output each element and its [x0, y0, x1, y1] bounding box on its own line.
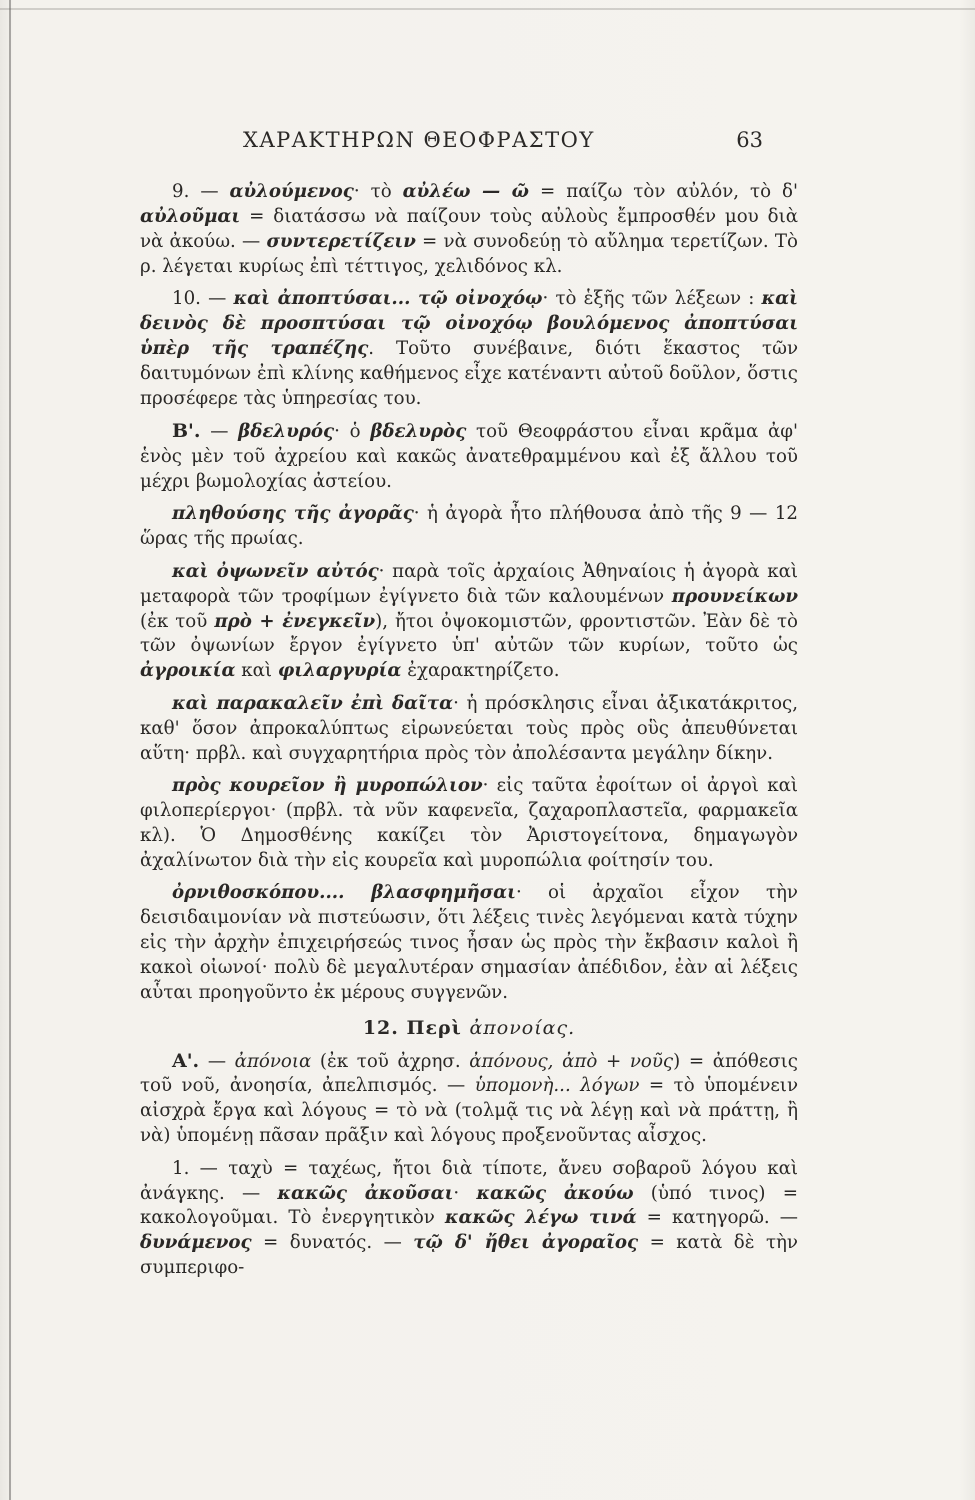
- text-run: ἐχαρακτηρίζετο.: [401, 660, 560, 682]
- lemma: ὀρνιθοσκόπου.... βλασφημῆσαι: [172, 882, 516, 904]
- lemma: αὐλέω — ῶ: [402, 181, 530, 202]
- lemma: βδελυρὸς: [370, 421, 467, 443]
- paragraph: [140, 502, 798, 552]
- text-run: · τὸ ἑξῆς τῶν λέξεων :: [542, 288, 762, 310]
- text-run: ) = ἀπόθεσις τοῦ νοῦ, ἀνοησία, ἀπελπισμός. —: [140, 1050, 798, 1097]
- text-run: (ἐκ τοῦ: [140, 610, 215, 632]
- commentary-block-after: [140, 1049, 798, 1282]
- lemma: τῷ δ' ἤθει ἀγοραῖος: [413, 1232, 639, 1254]
- lemma: κακῶς λέγω τινά: [444, 1207, 637, 1229]
- running-title: ΧΑΡΑΚΤΗΡΩΝ ΘΕΟΦΡΑΣΤΟΥ: [243, 128, 595, 152]
- paragraph: [140, 692, 798, 767]
- paragraph: [140, 774, 798, 874]
- paragraph: [140, 419, 798, 495]
- text-run: ), ἤτοι ὀψοκομιστῶν, φροντιστῶν. Ἐὰν δὲ τὸ τῶν ὀψωνίων ἔργον ἐγίγνετο ὑπ' αὐτῶν τῶν κυρίων, τοῦτο ὡς: [140, 610, 799, 657]
- paragraph-label: Β'.: [172, 420, 201, 443]
- paragraph: [140, 287, 798, 412]
- lemma: πρὸς κουρεῖον ἢ μυροπώλιον: [172, 774, 483, 796]
- lemma: αὐλοῦμαι: [140, 205, 241, 227]
- text-run: —: [199, 1050, 235, 1072]
- text-run: · παρὰ τοῖς ἀρχαίοις Ἀθηναίοις ἡ ἀγορὰ καὶ μεταφορὰ τῶν τροφίμων ἐγίγνετο διὰ τῶν καλουμένων: [140, 560, 798, 607]
- lemma: καὶ παρακαλεῖν ἐπὶ δαῖτα: [172, 692, 454, 714]
- text-run: . Τοῦτο συνέβαινε, διότι ἕκαστος τῶν δαιτυμόνων ἐπὶ κλίνης καθήμενος εἶχε κατέναντι αὐτοῦ δοῦλον, ὅστις προσέφερε τὰς ὑπηρεσίας του.: [140, 337, 798, 409]
- text-run: · ὁ: [334, 421, 371, 443]
- text-run: · ἡ πρόσκλησις εἶναι ἀξικατάκριτος, καθ' ὅσον ἀπροκαλύπτως εἰρωνεύεται τοὺς πρὸς οὓς ἀπευθύνεται αὕτη· πρβλ. καὶ συγχαρητήρια πρὸς τὸν ἀπολέσαντα μεγάλην δίκην.: [140, 692, 798, 764]
- commentary-block: [140, 180, 798, 1006]
- text-run: · οἱ ἀρχαῖοι εἶχον τὴν δεισιδαιμονίαν νὰ πιστεύωσιν, ὅτι λέξεις τινὲς λεγόμεναι κατὰ τύχην εἰς τὴν ἀρχὴν ἐπιχειρήσεώς τινος ἦσαν ὡς πρὸς τὴν ἔκβασιν καλοὶ ἢ κακοὶ οἰωνοί· πολὺ δὲ μεγαλυτέραν σημασίαν ἀπέδιδον, ἐὰν αἱ λέξεις αὗται προηγοῦντο ἐκ μέρους συγγενῶν.: [140, 882, 798, 1003]
- body-text: [140, 180, 798, 1289]
- page-top-edge: [0, 8, 975, 10]
- text-run: ·: [453, 1182, 477, 1204]
- lemma: αὐλούμενος: [229, 181, 354, 202]
- text-run: · εἰς ταῦτα ἐφοίτων οἱ ἀργοὶ καὶ φιλοπερίεργοι· (πρβλ. τὰ νῦν καφενεῖα, ζαχαροπλαστεῖα, φαρμακεῖα κλ). Ὁ Δημοσθένης κακίζει τὸν Ἀριστογείτονα, δημαγωγὸν ἀχαλίνωτον διὰ τὴν εἰς κουρεῖα καὶ μυροπώλια φοίτησίν του.: [140, 774, 799, 871]
- paragraph: [140, 180, 798, 280]
- section-word: Περὶ: [406, 1016, 462, 1039]
- lemma: δυνάμενος: [140, 1232, 252, 1254]
- text-run: = διατάσσω νὰ παίζουν τοὺς αὐλοὺς ἔμπροσθέν μου διὰ νὰ ἀκούω. —: [140, 205, 798, 252]
- paragraph-label: Α'.: [172, 1049, 200, 1072]
- lemma: κακῶς ἀκοῦσαι: [277, 1182, 454, 1204]
- paragraph: [140, 560, 798, 685]
- lemma: φιλαργυρία: [277, 660, 402, 682]
- section-heading: [140, 1016, 798, 1041]
- page-number: 63: [736, 128, 763, 152]
- binding-edge: [9, 0, 11, 1500]
- section-number: 12.: [362, 1016, 399, 1039]
- text-run: 9. —: [172, 181, 230, 202]
- text-run: —: [200, 421, 239, 443]
- paragraph: [140, 1157, 798, 1282]
- text-run: · τὸ: [353, 181, 403, 202]
- lemma: πρὸ + ἐνεγκεῖν: [214, 610, 376, 632]
- paragraph: [140, 1049, 798, 1150]
- lemma: καὶ ἀποπτύσαι... τῷ οἰνοχόῳ: [233, 288, 543, 310]
- lemma: βδελυρός: [238, 421, 335, 443]
- text-run: · ἡ ἀγορὰ ἦτο πλήθουσα ἀπὸ τῆς 9 — 12 ὥρας τῆς πρωίας.: [140, 503, 798, 550]
- running-header: [243, 128, 763, 162]
- text-run: = κατηγορῶ. —: [636, 1207, 798, 1229]
- text-run: = κατὰ δὲ τὴν συμπεριφο-: [140, 1232, 798, 1279]
- text-run: = τὸ ὑπομένειν αἰσχρὰ ἔργα καὶ λόγους = τὸ νὰ (τολμᾷ τις νὰ λέγῃ καὶ νὰ πράττῃ, ἢ νὰ) ὑπομένῃ πᾶσαν πρᾶξιν καὶ λόγους προξενοῦντας αἶσχος.: [140, 1075, 798, 1147]
- lemma: ὑπομονὴ... λόγων: [474, 1075, 640, 1097]
- text-run: καὶ: [235, 660, 278, 682]
- lemma: καὶ ὀψωνεῖν αὐτός: [172, 560, 379, 582]
- lemma: ἀπόνοια: [234, 1050, 312, 1072]
- lemma: ἀπόνους, ἀπὸ + νοῦς: [469, 1050, 674, 1072]
- lemma: πληθούσης τῆς ἀγορᾶς: [172, 503, 414, 525]
- text-run: 10. —: [172, 288, 234, 310]
- text-run: = παίζω τὸν αὐλόν, τὸ δ': [529, 181, 798, 202]
- lemma: ἀγροικία: [140, 660, 236, 682]
- lemma: κακῶς ἀκούω: [476, 1182, 634, 1204]
- lemma: προυνείκων: [671, 585, 798, 607]
- text-run: = δυνατός. —: [251, 1232, 414, 1254]
- text-run: = νὰ συνοδεύῃ τὸ αὔλημα τερετίζων. Τὸ ρ. λέγεται κυρίως ἐπὶ τέττιγος, χελιδόνος κλ.: [140, 230, 799, 277]
- text-run: 1. — ταχὺ = ταχέως, ἤτοι διὰ τίποτε, ἄνευ σοβαροῦ λόγου καὶ ἀνάγκης. —: [140, 1157, 798, 1204]
- text-run: (ὑπό τινος) = κακολογοῦμαι. Τὸ ἐνεργητικὸν: [140, 1182, 798, 1229]
- text-run: τοῦ Θεοφράστου εἶναι κρᾶμα ἀφ' ἑνὸς μὲν τοῦ ἀχρείου καὶ κακῶς ἀνατεθραμμένου καὶ ἐξ ἄλλου τοῦ μέχρι βωμολοχίας ἀστείου.: [140, 421, 798, 492]
- lemma: καὶ δεινὸς δὲ προσπτύσαι τῷ οἰνοχόῳ βουλόμενος ἀποπτύσαι ὑπὲρ τῆς τραπέζης: [140, 288, 798, 359]
- paragraph: [140, 881, 798, 1006]
- section-subject: ἀπονοίας.: [469, 1016, 576, 1039]
- text-run: (ἐκ τοῦ ἀχρησ.: [311, 1050, 470, 1072]
- lemma: συντερετίζειν: [266, 230, 416, 252]
